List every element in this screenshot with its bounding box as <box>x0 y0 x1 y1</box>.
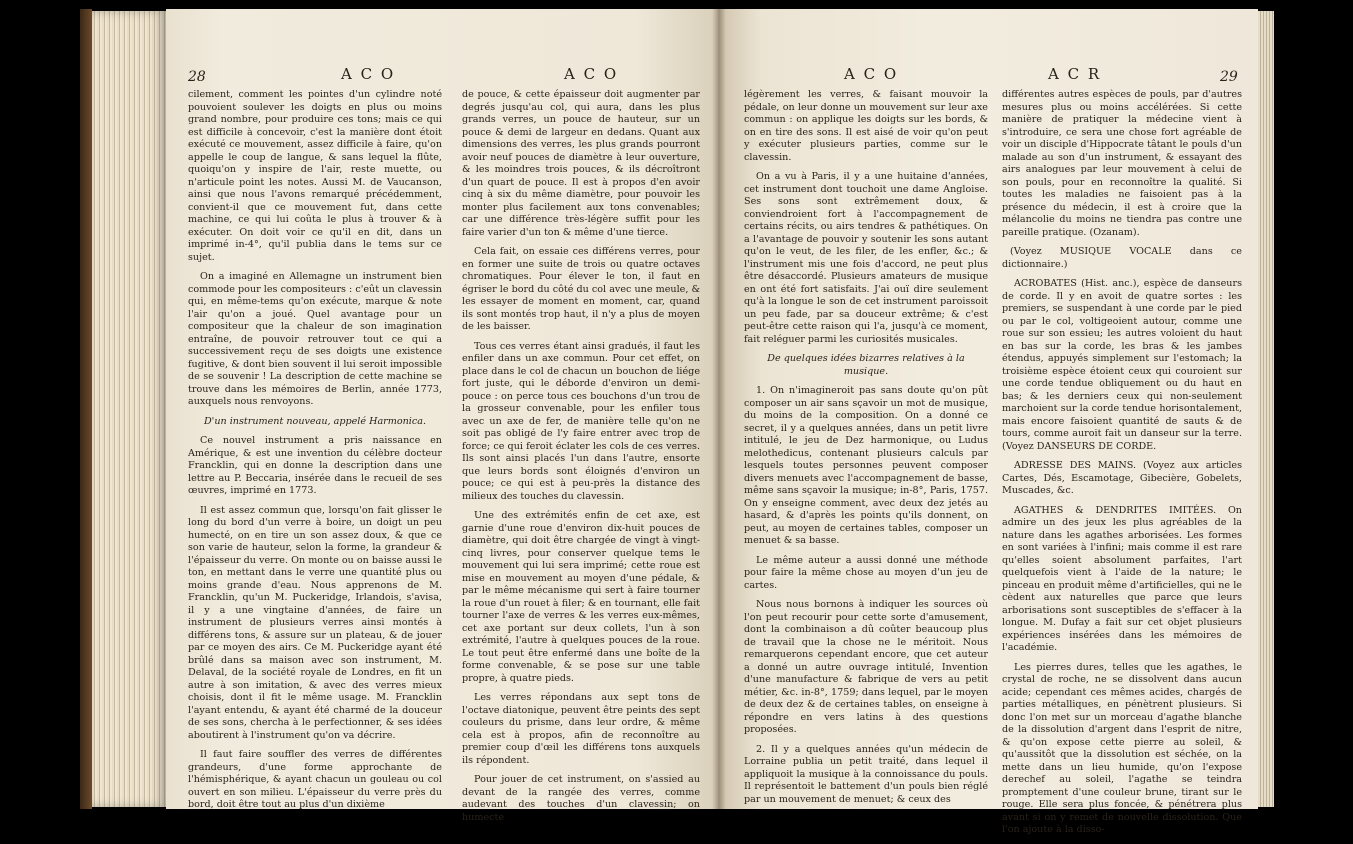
running-head-left-1: A C O <box>341 65 396 83</box>
right-page-column-2 <box>1002 89 1242 844</box>
paragraph: Pour jouer de cet instrument, on s'assied au devant de la rangée des verres, comme audevant des touches d'un clavessin; on humecte <box>462 774 700 823</box>
page-number-right: 29 <box>1220 69 1238 85</box>
paragraph: Cela fait, on essaie ces différens verres, pour en former une suite de trois ou quatre octaves chromatiques. Pour élever le ton, il faut en égriser le bord du côté du col avec une meule, & les essayer de moment en moment, car, quand ils sont montés trop haut, il n'y a plus de moyen de les baisser. <box>462 246 700 332</box>
paragraph: de pouce, & cette épaisseur doit augmenter par degrés jusqu'au col, qui aura, dans les plus grands verres, un pouce de hauteur, sur un pouce & demi de largeur en dedans. Quant aux dimensions des verres, les plus grands pourront avoir neuf pouces de diamètre à leur ouverture, & les moindres trois pouces, & ils décroîtront d'un quart de pouce. Il est à propos d'en avoir cinq à six du même diamètre, pour pouvoir les monter plus facilement aux tons convenables; car une différence très-légère suffit pour les faire varier d'un ton & même d'une tierce. <box>462 89 700 238</box>
paragraph: On a vu à Paris, il y a une huitaine d'années, cet instrument dont touchoit une dame Angloise. Ses sons sont extrêmement doux, & conviendroient fort à l'accompagnement de certains récits, ou airs tendres & pathétiques. On a l'avantage de pouvoir y soutenir les sons autant qu'on le veut, de les filer, de les enfler, &c.; & l'instrument mis une fois d'accord, ne peut plus être désaccordé. Plusieurs amateurs de musique en ont été fort satisfaits. J'ai ouï dire seulement qu'à la longue le son de cet instrument paroissoit un peu fade, par sa douceur extrême; & c'est peut-être cette raison qui l'a, jusqu'à ce moment, fait reléguer parmi les curiosités musicales. <box>744 171 988 345</box>
paragraph: Tous ces verres étant ainsi gradués, il faut les enfiler dans un axe commun. Pour cet effet, on place dans le col de chacun un bouchon de liége fort juste, qui le déborde d'environ un demi-pouce : on perce tous ces bouchons d'un trou de la grosseur convenable, pour les enfiler tous avec un axe de fer, de manière telle qu'on ne soit pas obligé de l'y faire entrer avec trop de force; ce qui feroit éclater les cols de ces verres. Ils sont ainsi placés l'un dans l'autre, ensorte que leurs bords sont éloignés d'environ un pouce; ce qui est à peu-près la distance des milieux des touches du clavessin. <box>462 340 700 502</box>
cross-reference: (Voyez MUSIQUE VOCALE dans ce dictionnaire.) <box>1002 246 1242 270</box>
paragraph: 2. Il y a quelques années qu'un médecin de Lorraine publia un petit traité, dans lequel il appliquoit la musique à la connoissance du pouls. Il représentoit le battement d'un pouls bien réglé par un mouvement de menuet; & ceux des <box>744 743 988 805</box>
page-edges-right <box>1258 11 1274 807</box>
book-gutter <box>712 9 726 809</box>
section-heading: De quelques idées bizarres relatives à la musique. <box>767 353 965 377</box>
entry-adresse-des-mains: ADRESSE DES MAINS. (Voyez aux articles Cartes, Dés, Escamotage, Gibecière, Gobelets, Muscades, &c. <box>1002 460 1242 496</box>
page-number-left: 28 <box>188 69 206 85</box>
right-page-column-1 <box>744 89 988 813</box>
left-page <box>166 9 718 823</box>
paragraph: Il faut faire souffler des verres de différentes grandeurs, d'une forme approchante de l'hémisphérique, & ayant chacun un gouleau ou col ouvert en son milieu. L'épaisseur du verre près du bord, doit être tout au plus d'un dixième <box>188 749 442 810</box>
paragraph: Les pierres dures, telles que les agathes, le crystal de roche, ne se dissolvent dans aucun acide; cependant ces mêmes acides, chargés de parties métalliques, en pénètrent plusieurs. Si donc l'on met sur un morceau d'agathe blanche de la dissolution d'argent dans l'esprit de nitre, & qu'on expose cette pierre au soleil, & qu'aussitôt que la dissolution est séchée, on la mette dans un lieu humide, qu'on l'expose derechef au soleil, l'agathe se teindra promptement d'une couleur brune, tirant sur le rouge. Elle sera plus foncée, & pénétrera plus avant si on y remet de nouvelle dissolution. Que l'on ajoute à la disso- <box>1002 661 1242 835</box>
paragraph: On a imaginé en Allemagne un instrument bien commode pour les compositeurs : c'eût un clavessin qui, en même-tems qu'on exécute, marque & note l'air qu'on a joué. Quel avantage pour un compositeur que la chaleur de son imagination entraîne, de pouvoir retrouver tout ce qui a successivement reçu de ses doigts une existence fugitive, & dont bien souvent il lui seroit impossible de se souvenir ! La description de cette machine se trouve dans les mémoires de Berlin, année 1773, auxquels nous renvoyons. <box>188 271 442 407</box>
running-head-left-2: A C O <box>564 65 619 83</box>
paragraph: Nous nous bornons à indiquer les sources où l'on peut recourir pour cette sorte d'amusement, dont la combinaison a dû coûter beaucoup plus de travail que la chose ne le méritoit. Nous remarquerons cependant encore, que cet auteur a donné un autre ouvrage intitulé, Invention d'une manufacture & fabrique de vers au petit métier, &c. in-8°, 1759; dans lequel, par le moyen de deux dez & de certaines tables, on enseigne à répondre en vers latins à des questions proposées. <box>744 599 988 735</box>
paragraph: cilement, comment les pointes d'un cylindre noté pouvoient soulever les doigts en plus ou moins grand nombre, pour produire ces tons; mais ce qui est difficile à concevoir, c'est la manière dont étoit exécuté ce mouvement, assez difficile à faire, qu'on appelle le coup de langue, & sans lequel la flûte, quoiqu'on y inspire de l'air, reste muette, ou n'articule point les notes. Aussi M. de Vaucanson, ainsi que nous l'avons remarqué précédemment, convient-il que ce mouvement fut, dans cette machine, ce qui lui coûta le plus à trouver & à exécuter. On doit voir ce qu'il en dit, dans un imprimé in-4°, qu'il publia dans le tems sur ce sujet. <box>188 89 442 263</box>
open-book <box>80 9 1274 835</box>
section-heading: D'un instrument nouveau, appelé Harmonica. <box>203 415 427 427</box>
paragraph: Le même auteur a aussi donné une méthode pour faire la même chose au moyen d'un jeu de cartes. <box>744 554 988 591</box>
page-edges-left <box>92 11 166 807</box>
entry-agathes: AGATHES & DENDRITES IMITÉES. On admire un des jeux les plus agréables de la nature dans les agathes arborisées. Les formes en sont variées à l'infini; mais comme il est rare qu'elles soient absolument parfaites, l'art quelquefois vient à l'aide de la nature; le pinceau en produit même d'artificielles, qui ne le cèdent aux naturelles que parce que leurs arborisations sont susceptibles de s'effacer à la longue. M. Dufay a fait sur cet objet plusieurs expériences insérées dans les mémoires de l'académie. <box>1002 504 1242 653</box>
paragraph: différentes autres espèces de pouls, par d'autres mesures plus ou moins accélérées. Si cette manière de pratiquer la médecine vient à s'introduire, ce sera une chose fort agréable de voir un disciple d'Hippocrate tâtant le pouls d'un malade au son d'un instrument, & essayant des airs analogues par leur mouvement à celui de son pouls, pour en reconnoître la qualité. Si toutes les maladies ne faisoient pas à la présence du médecin, il est à croire que la mélancolie du moins ne tiendra pas contre une pareille pratique. (Ozanam). <box>1002 89 1242 238</box>
left-page-column-1 <box>188 89 442 819</box>
paragraph: légèrement les verres, & faisant mouvoir la pédale, on leur donne un mouvement sur leur axe commun : on applique les doigts sur les bords, & on en tire des sons. Il est aisé de voir qu'on peut y exécuter plusieurs parties, comme sur le clavessin. <box>744 89 988 163</box>
entry-acrobates: ACROBATES (Hist. anc.), espèce de danseurs de corde. Il y en avoit de quatre sortes : les premiers, se suspendant à une corde par le pied ou par le col, voltigeoient autour, comme une roue sur son essieu; les autres voloient du haut en bas sur la corde, les bras & les jambes étendus, appuyés simplement sur l'estomach; la troisième espèce étoient ceux qui couroient sur une corde tendue obliquement ou du haut en bas; & les derniers ceux qui non-seulement marchoient sur la corde tendue horisontalement, mais encore faisoient quantité de sauts & de tours, comme auroit fait un danseur sur la terre. (Voyez DANSEURS DE CORDE. <box>1002 278 1242 452</box>
book-cover-spine <box>80 9 92 809</box>
running-head-right-2: A C R <box>1048 65 1102 83</box>
running-head-right-1: A C O <box>844 65 899 83</box>
paragraph: Ce nouvel instrument a pris naissance en Amérique, & est une invention du célèbre docteur Francklin, qui en donne la description dans une lettre au P. Beccaria, insérée dans le recueil de ses œuvres, imprimé en 1773. <box>188 435 442 496</box>
paragraph: Les verres répondans aux sept tons de l'octave diatonique, peuvent être peints des sept couleurs du prisme, dans leur ordre, & même cela est à propos, afin de reconnoître au premier coup d'œil les différens tons auxquels ils répondent. <box>462 692 700 766</box>
left-page-column-2 <box>462 89 700 831</box>
paragraph: Une des extrémités enfin de cet axe, est garnie d'une roue d'environ dix-huit pouces de diamètre, qui doit être chargée de vingt à vingt-cinq livres, pour conserver quelque tems le mouvement qui lui sera imprimé; cette roue est mise en mouvement au moyen d'une pédale, & par le même mécanisme qui sert à faire tourner la roue d'un rouet à filer; & en tournant, elle fait tourner l'axe de verres & les verres eux-mêmes, cet axe portant sur deux collets, l'un à son extrémité, l'autre à quelques pouces de la roue. Le tout peut être enfermé dans une boîte de la forme convenable, & se pose sur une table propre, à quatre pieds. <box>462 510 700 684</box>
paragraph: 1. On n'imagineroit pas sans doute qu'on pût composer un air sans sçavoir un mot de musique, du moins de la composition. On a donné ce secret, il y a quelques années, dans un petit livre intitulé, le jeu de Dez harmonique, ou Ludus melothedicus, contenant plusieurs calculs par lesquels toutes personnes peuvent composer divers menuets avec l'accompagnement de basse, même sans sçavoir la musique; in-8°, Paris, 1757. On y enseigne comment, avec deux dez jetés au hasard, & d'après les points qu'ils donnent, on peut, au moyen de certaines tables, composer un menuet & sa basse. <box>744 385 988 546</box>
right-page <box>718 9 1258 835</box>
paragraph: Il est assez commun que, lorsqu'on fait glisser le long du bord d'un verre à boire, un doigt un peu humecté, on en tire un son assez doux, & que ce son varie de hauteur, selon la forme, la grandeur & l'épaisseur du verre. On monte ou on baisse aussi le ton, en mettant dans le verre une quantité plus ou moins grande d'eau. Nous apprenons de M. Francklin, qu'un M. Puckeridge, Irlandois, s'avisa, il y a une vingtaine d'années, de faire un instrument de plusieurs verres ainsi montés à différens tons, & assure sur un plateau, & de jouer par ce moyen des airs. Ce M. Puckeridge ayant été brûlé dans sa maison avec son instrument, M. Delaval, de la société royale de Londres, en fit un autre à son imitation, & avec des verres mieux choisis, dont il fit le même usage. M. Francklin l'ayant entendu, & ayant été charmé de la douceur de ses sons, chercha à le perfectionner, & ses idées aboutirent à l'instrument qu'on va décrire. <box>188 504 442 741</box>
